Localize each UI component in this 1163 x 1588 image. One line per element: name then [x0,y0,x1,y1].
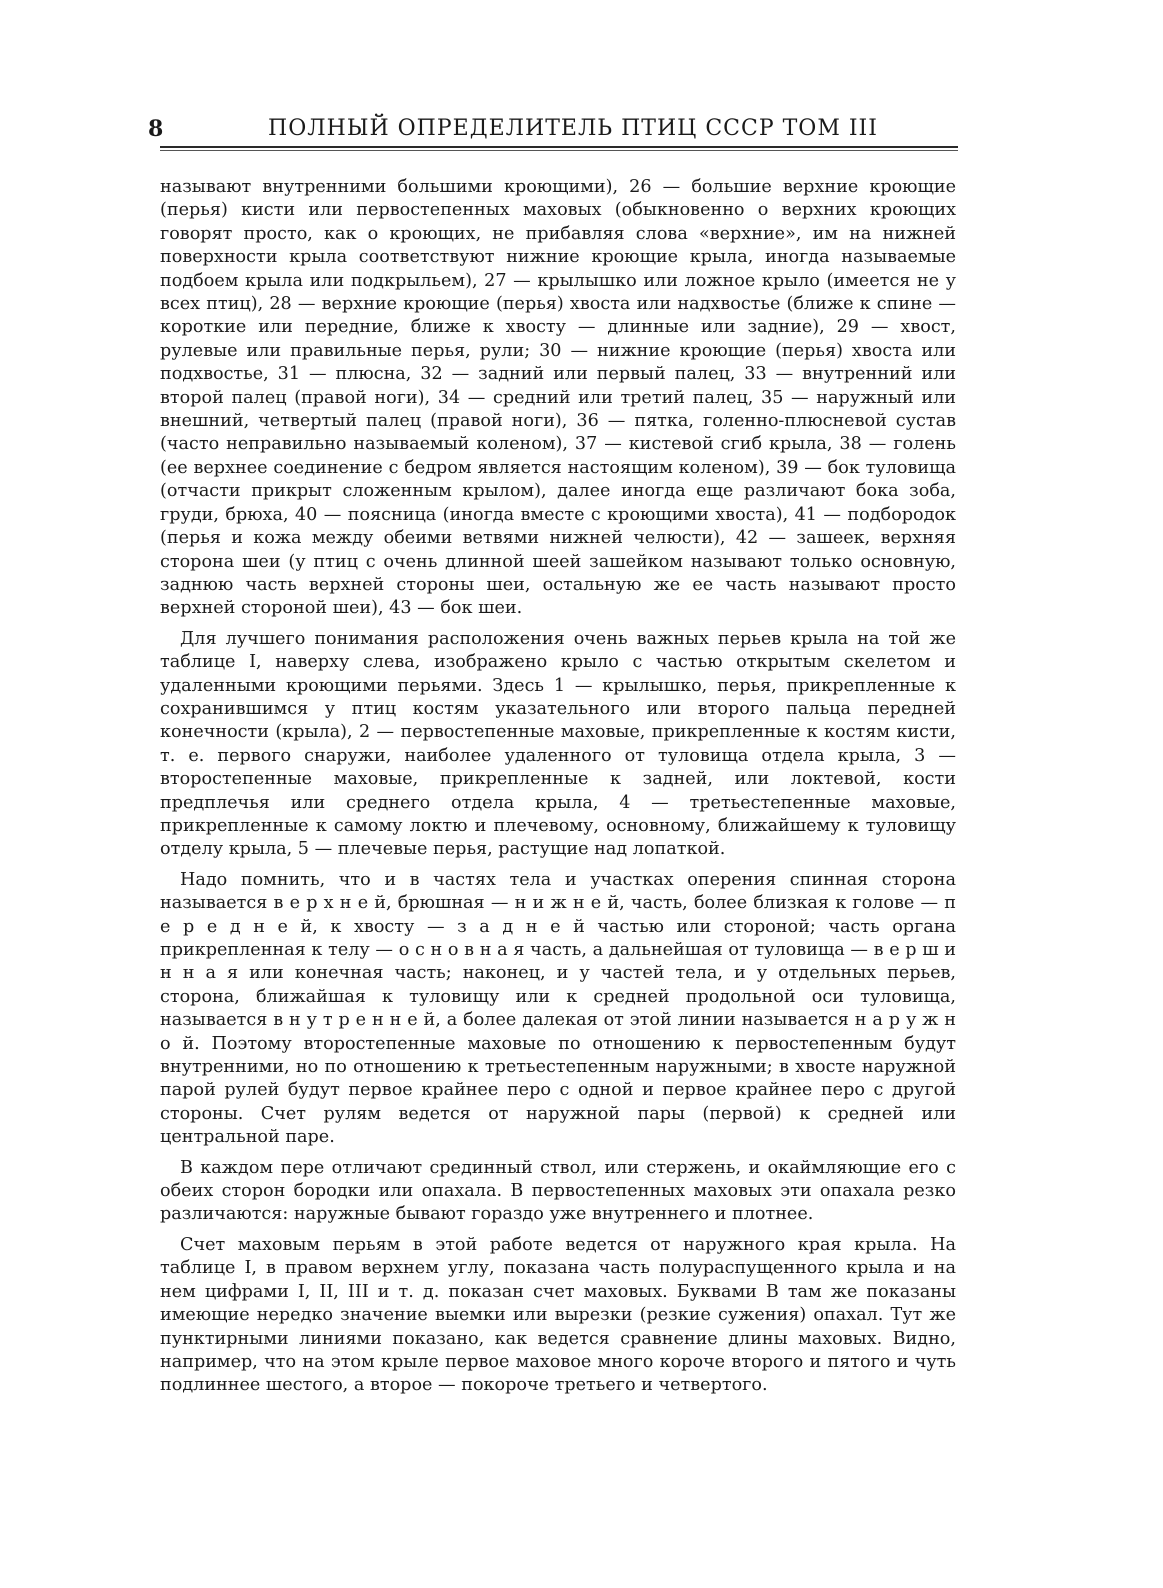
paragraph: Для лучшего понимания расположения очень важных перьев крыла на той же таблице I, наверху слева, изображено крыло с частью открытым скелетом и удаленными кроющими перьями. Здесь 1 — крылышко, перья, прикрепленные к сохранившимся у птиц костям указательного или второго пальца передней конечности (крыла), 2 — первостепенные маховые, прикрепленные к костям кисти, т. е. первого снаружи, наиболее удаленного от туловища отдела крыла, 3 — второстепенные маховые, прикрепленные к задней, или локтевой, кости предплечья или среднего отдела крыла, 4 — третьестепенные маховые, прикрепленные к самому локтю и плечевому, основному, ближайшему к туловищу отделу крыла, 5 — плечевые перья, растущие над лопаткой. [160,628,956,860]
paragraph: В каждом пере отличают срединный ствол, или стержень, и окаймляющие его с обеих сторон бородки или опахала. В первостепенных маховых эти опахала резко различаются: наружные бывают гораздо уже внутреннего и плотнее. [160,1157,956,1225]
page-number: 8 [148,116,164,142]
running-title: ПОЛНЫЙ ОПРЕДЕЛИТЕЛЬ ПТИЦ СССР ТОМ III [268,116,878,141]
page-header [148,116,958,146]
paragraph: Счет маховым перьям в этой работе ведется от наружного края крыла. На таблице I, в правом верхнем углу, показана часть полураспущенного крыла и на нем цифрами I, II, III и т. д. показан счет маховых. Буквами В там же показаны имеющие нередко значение выемки или вырезки (резкие сужения) опахал. Тут же пунктирными линиями показано, как ведется сравнение длины маховых. Видно, например, что на этом крыле первое маховое много короче второго и пятого и чуть подлиннее шестого, а второе — покороче третьего и четвертого. [160,1234,956,1396]
header-rule-top [160,146,958,148]
paragraph: называют внутренними большими кроющими), 26 — большие верхние кроющие (перья) кисти или первостепенных маховых (обыкновенно о верхних кроющих говорят просто, как о кроющих, не прибавляя слова «верхние», им на нижней поверхности крыла соответствуют нижние кроющие крыла, иногда называемые подбоем крыла или подкрыльем), 27 — крылышко или ложное крыло (имеется не у всех птиц), 28 — верхние кроющие (перья) хвоста или надхвостье (ближе к спине — короткие или передние, ближе к хвосту — длинные или задние), 29 — хвост, рулевые или правильные перья, рули; 30 — нижние кроющие (перья) хвоста или подхвостье, 31 — плюсна, 32 — задний или первый палец, 33 — внутренний или второй палец (правой ноги), 34 — средний или третий палец, 35 — наружный или внешний, четвертый палец (правой ноги), 36 — пятка, голенно-плюсневой сустав (часто неправильно называемый коленом), 37 — кистевой сгиб крыла, 38 — голень (ее верхнее соединение с бедром является настоящим коленом), 39 — бок туловища (отчасти прикрыт сложенным крылом), далее иногда еще различают бока зоба, груди, брюха, 40 — поясница (иногда вместе с кроющими хвоста), 41 — подбородок (перья и кожа между обеими ветвями нижней челюсти), 42 — зашеек, верхняя сторона шеи (у птиц с очень длинной шеей зашейком называют только основную, заднюю часть верхней стороны шеи, остальную же ее часть называют просто верхней стороной шеи), 43 — бок шеи. [160,177,956,619]
paragraph: Надо помнить, что и в частях тела и участках оперения спинная сторона называется в е р х н е й, брюшная — н и ж н е й, часть, более близкая к голове — п е р е д н е й, к хвосту — з а д н е й частью или стороной; часть органа прикрепленная к телу — о с н о в н а я часть, а дальнейшая от туловища — в е р ш и н н а я или конечная часть; наконец, и у частей тела, и у отдельных перьев, сторона, ближайшая к туловищу или к средней продольной оси туловища, называется в н у т р е н н е й, а более далекая от этой линии называется н а р у ж н о й. Поэтому второстепенные маховые по отношению к первостепенным будут внутренними, но по отношению к третьестепенным наружными; в хвосте наружной парой рулей будут первое крайнее перо с одной и первое крайнее перо с другой стороны. Счет рулям ведется от наружной пары (первой) к средней или центральной паре. [160,869,956,1148]
header-rule-bottom [160,150,958,151]
body-text [160,176,956,1405]
